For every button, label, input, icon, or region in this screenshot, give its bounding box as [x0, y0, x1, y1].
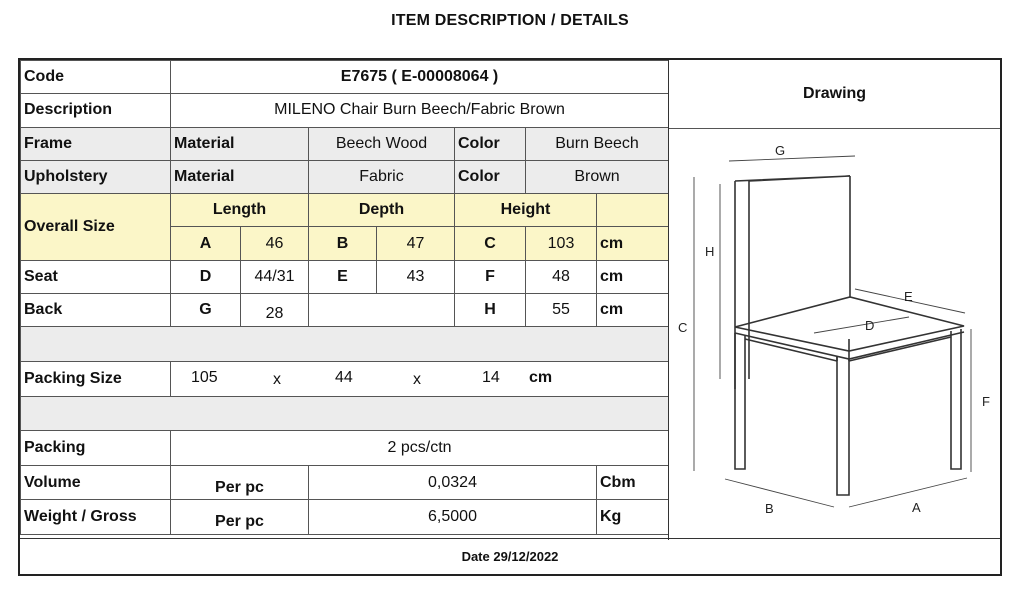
- packing-length: 105: [191, 368, 218, 386]
- dim-a-label: A: [171, 227, 241, 260]
- upholstery-label: Upholstery: [21, 160, 171, 193]
- spec-table: [20, 60, 669, 535]
- back-row: [21, 294, 669, 327]
- dim-e-label: E: [309, 260, 377, 293]
- frame-material-label: Material: [171, 127, 309, 160]
- spacer-row: [21, 396, 669, 431]
- dim-d-value: 44/31: [241, 260, 309, 293]
- label-g: G: [775, 143, 786, 158]
- frame-color-value: Burn Beech: [526, 127, 669, 160]
- page-title: ITEM DESCRIPTION / DETAILS: [391, 12, 629, 29]
- upholstery-row: [21, 160, 669, 193]
- volume-unit: Cbm: [597, 465, 669, 500]
- packing-size-label: Packing Size: [21, 361, 171, 396]
- chair-outline: [735, 176, 964, 495]
- dim-b-label: B: [309, 227, 377, 260]
- label-f: F: [982, 394, 990, 409]
- packing-size-values: [171, 361, 669, 396]
- depth-header: Depth: [309, 194, 455, 227]
- packing-row: [21, 431, 669, 466]
- dim-c-value: 103: [526, 227, 597, 260]
- weight-label: Weight / Gross: [21, 500, 171, 535]
- packing-value: 2 pcs/ctn: [171, 431, 669, 466]
- overall-size-label: Overall Size: [21, 194, 171, 261]
- label-d: D: [865, 318, 875, 333]
- volume-per: Per pc: [171, 465, 309, 500]
- dim-f-label: F: [455, 260, 526, 293]
- label-a: A: [912, 500, 921, 515]
- spacer: [21, 327, 669, 362]
- dim-line-d: [814, 317, 909, 333]
- volume-label: Volume: [21, 465, 171, 500]
- weight-per: Per pc: [171, 500, 309, 535]
- packing-width: 44: [335, 368, 353, 386]
- back-label: Back: [21, 294, 171, 327]
- drawing-header: Drawing: [669, 60, 1000, 129]
- volume-row: [21, 465, 669, 500]
- weight-row: [21, 500, 669, 535]
- upholstery-color-value: Brown: [526, 160, 669, 193]
- overall-unit: cm: [597, 227, 669, 260]
- back-unit: cm: [597, 294, 669, 327]
- upholstery-material-label: Material: [171, 160, 309, 193]
- spacer-row: [21, 327, 669, 362]
- chair-drawing: [669, 129, 999, 541]
- dim-f-value: 48: [526, 260, 597, 293]
- dim-line-a: [849, 478, 967, 507]
- date-footer: Date 29/12/2022: [20, 538, 1000, 574]
- leg-back-right: [951, 329, 961, 469]
- overall-head-row: [21, 194, 669, 227]
- dim-g-value: 28: [241, 294, 309, 327]
- blank-cell: [309, 294, 455, 327]
- height-header: Height: [455, 194, 597, 227]
- leg-front-right: [837, 356, 849, 495]
- length-header: Length: [171, 194, 309, 227]
- dim-line-b: [725, 479, 834, 507]
- code-value: E7675 ( E-00008064 ): [171, 61, 669, 94]
- seat-rails: [745, 337, 951, 361]
- label-h: H: [705, 244, 715, 259]
- dim-d-label: D: [171, 260, 241, 293]
- dim-a-value: 46: [241, 227, 309, 260]
- weight-unit: Kg: [597, 500, 669, 535]
- frame-color-label: Color: [455, 127, 526, 160]
- volume-value: 0,0324: [309, 465, 597, 500]
- upholstery-color-label: Color: [455, 160, 526, 193]
- times-sign: x: [273, 370, 281, 388]
- label-e: E: [904, 289, 913, 304]
- label-b: B: [765, 501, 774, 516]
- dim-g-label: G: [171, 294, 241, 327]
- dim-e-value: 43: [377, 260, 455, 293]
- packing-unit: cm: [529, 368, 553, 386]
- packing-label: Packing: [21, 431, 171, 466]
- times-sign: x: [413, 370, 421, 388]
- dim-c-label: C: [455, 227, 526, 260]
- frame-row: [21, 127, 669, 160]
- spacer: [21, 396, 669, 431]
- dim-h-label: H: [455, 294, 526, 327]
- upholstery-material-value: Fabric: [309, 160, 455, 193]
- code-row: [21, 61, 669, 94]
- seat-row: [21, 260, 669, 293]
- frame-label: Frame: [21, 127, 171, 160]
- packing-size-row: [21, 361, 669, 396]
- dim-line-g: [729, 156, 855, 161]
- weight-value: 6,5000: [309, 500, 597, 535]
- dim-h-value: 55: [526, 294, 597, 327]
- seat-unit: cm: [597, 260, 669, 293]
- frame-material-value: Beech Wood: [309, 127, 455, 160]
- packing-height: 14: [482, 368, 500, 386]
- drawing-panel: [668, 60, 1000, 540]
- leg-front-left: [735, 333, 745, 469]
- label-c: C: [678, 320, 688, 335]
- seat-label: Seat: [21, 260, 171, 293]
- spec-sheet: [18, 58, 1002, 576]
- description-value: MILENO Chair Burn Beech/Fabric Brown: [171, 94, 669, 127]
- backrest-lines: [735, 176, 850, 389]
- code-label: Code: [21, 61, 171, 94]
- description-row: [21, 94, 669, 127]
- dim-b-value: 47: [377, 227, 455, 260]
- blank-cell: [597, 194, 669, 227]
- description-label: Description: [21, 94, 171, 127]
